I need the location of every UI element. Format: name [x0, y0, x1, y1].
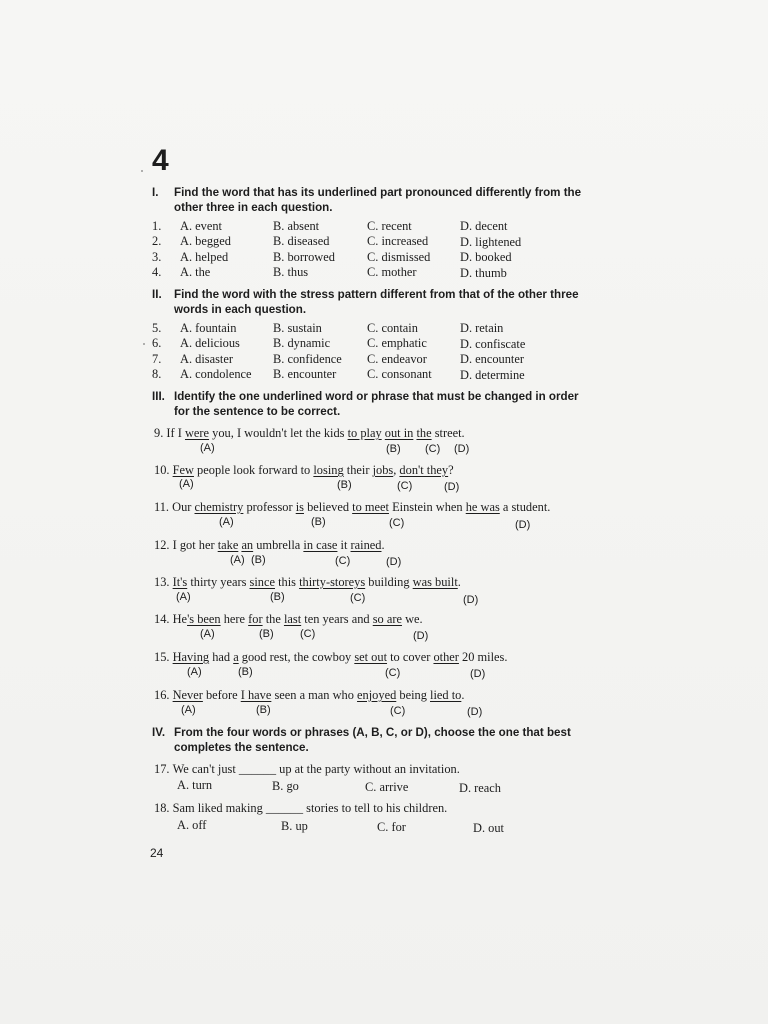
- q9-label-d: (D): [454, 443, 470, 455]
- answer-option-a: A. disaster: [180, 351, 233, 366]
- q12-label-d: (D): [386, 556, 402, 568]
- question-number: 2.: [152, 234, 162, 249]
- q17-option-c: C. arrive: [365, 780, 409, 794]
- answer-option-d: D. retain: [460, 321, 504, 335]
- answer-option-a: A. delicious: [180, 336, 240, 351]
- answer-option-b: B. absent: [273, 219, 320, 233]
- section-4-line1: From the four words or phrases (A, B, C, or D), choose the one that best: [174, 726, 571, 739]
- q11-label-b: (B): [311, 516, 326, 528]
- q9-label-c: (C): [425, 443, 441, 455]
- section-3-instruction: [152, 390, 612, 419]
- question-number: 4.: [152, 265, 162, 280]
- section-1-roman: I.: [152, 186, 159, 199]
- q16-label-d: (D): [467, 706, 483, 718]
- answer-option-d: D. decent: [460, 219, 508, 233]
- section-3-line1: Identify the one underlined word or phrase that must be changed in order: [174, 390, 579, 403]
- section-2-instruction: [152, 288, 612, 317]
- q18-option-d: D. out: [473, 821, 504, 835]
- q12-label-c: (C): [335, 555, 351, 567]
- q16-label-c: (C): [390, 705, 406, 717]
- question-16: 16. Never before I have seen a man who enjoyed being lied to.: [154, 688, 465, 702]
- q15-label-b: (B): [238, 666, 253, 678]
- q17-option-a: A. turn: [177, 778, 213, 792]
- answer-option-b: B. encounter: [273, 367, 337, 382]
- q14-label-d: (D): [413, 630, 429, 642]
- question-number: 1.: [152, 219, 162, 233]
- q12-label-b: (B): [251, 554, 266, 566]
- answer-option-d: D. encounter: [460, 352, 524, 367]
- answer-option-b: B. borrowed: [273, 249, 335, 264]
- answer-option-a: A. helped: [180, 249, 229, 264]
- answer-option-c: C. recent: [367, 219, 412, 233]
- answer-option-d: D. confiscate: [460, 336, 526, 351]
- answer-option-c: C. mother: [367, 265, 417, 280]
- answer-option-a: A. condolence: [180, 367, 252, 382]
- q10-label-c: (C): [397, 480, 413, 492]
- answer-option-c: C. contain: [367, 321, 418, 335]
- question-17: 17. We can't just ______ up at the party without an invitation.: [154, 762, 460, 776]
- q13-label-a: (A): [176, 591, 191, 603]
- answer-option-d: D. lightened: [460, 234, 522, 249]
- q15-label-d: (D): [470, 668, 486, 680]
- q10-label-b: (B): [337, 479, 352, 491]
- answer-option-b: B. sustain: [273, 321, 322, 335]
- answer-option-c: C. increased: [367, 234, 429, 249]
- q17-option-d: D. reach: [459, 781, 501, 795]
- section-1-line1: Find the word that has its underlined part pronounced differently from the: [174, 186, 582, 199]
- section-2-line2: words in each question.: [174, 302, 307, 316]
- answer-option-a: A. begged: [180, 234, 231, 249]
- answer-option-b: B. thus: [273, 265, 309, 280]
- q15-label-c: (C): [385, 667, 401, 679]
- section-4-line2: completes the sentence.: [174, 740, 309, 754]
- question-11: 11. Our chemistry professor is believed to meet Einstein when he was a student.: [154, 500, 551, 514]
- q9-label-b: (B): [386, 443, 401, 455]
- section-3-roman: III.: [152, 390, 165, 403]
- answer-option-c: C. dismissed: [367, 249, 431, 264]
- q17-option-b: B. go: [272, 779, 299, 793]
- question-number: 3.: [152, 249, 162, 264]
- q10-label-a: (A): [179, 478, 194, 490]
- q18-option-c: C. for: [377, 820, 406, 834]
- q18-option-a: A. off: [177, 818, 207, 832]
- question-number: 7.: [152, 351, 162, 366]
- q14-label-b: (B): [259, 628, 274, 640]
- answer-option-d: D. thumb: [460, 266, 507, 281]
- page-number: 24: [150, 846, 164, 860]
- q14-label-c: (C): [300, 628, 316, 640]
- q14-label-a: (A): [200, 628, 215, 640]
- question-12: 12. I got her take an umbrella in case it rained.: [154, 538, 385, 552]
- question-13: 13. It's thirty years since this thirty-storeys building was built.: [154, 575, 461, 589]
- q12-label-a: (A): [230, 554, 245, 566]
- q11-label-a: (A): [219, 516, 234, 528]
- answer-option-b: B. dynamic: [273, 336, 331, 351]
- answer-option-c: C. consonant: [367, 367, 432, 382]
- q18-option-b: B. up: [281, 819, 308, 833]
- question-number: 8.: [152, 367, 162, 382]
- q13-label-c: (C): [350, 592, 366, 604]
- answer-option-a: A. event: [180, 219, 222, 233]
- answer-option-a: A. the: [180, 265, 211, 280]
- unit-number: 4: [152, 144, 169, 177]
- answer-option-c: C. endeavor: [367, 351, 427, 366]
- question-10: 10. Few people look forward to losing their jobs, don't they?: [154, 463, 454, 477]
- scan-speck: [143, 343, 145, 345]
- answer-option-c: C. emphatic: [367, 336, 427, 351]
- section-4-roman: IV.: [152, 726, 166, 739]
- answer-option-b: B. confidence: [273, 351, 342, 366]
- section-1-line2: other three in each question.: [174, 200, 333, 214]
- question-9: 9. If I were you, I wouldn't let the kids to play out in the street.: [154, 426, 465, 440]
- question-number: 6.: [152, 336, 162, 351]
- q16-label-b: (B): [256, 704, 271, 716]
- section-2-roman: II.: [152, 288, 162, 301]
- answer-option-d: D. booked: [460, 250, 512, 265]
- question-15: 15. Having had a good rest, the cowboy set out to cover other 20 miles.: [154, 650, 508, 664]
- question-18: 18. Sam liked making ______ stories to tell to his children.: [154, 801, 448, 815]
- q10-label-d: (D): [444, 481, 460, 493]
- q11-label-d: (D): [515, 519, 531, 531]
- question-number: 5.: [152, 321, 162, 335]
- section-1-instruction: [152, 186, 612, 215]
- scan-speck: [141, 170, 143, 172]
- question-14: 14. He's been here for the last ten years and so are we.: [154, 612, 423, 626]
- q13-label-d: (D): [463, 594, 479, 606]
- section-3-line2: for the sentence to be correct.: [174, 404, 341, 418]
- answer-option-d: D. determine: [460, 368, 525, 383]
- answer-option-a: A. fountain: [180, 321, 237, 335]
- section-2-line1: Find the word with the stress pattern different from that of the other three: [174, 288, 579, 301]
- q13-label-b: (B): [270, 591, 285, 603]
- section-4-instruction: [152, 726, 612, 755]
- q15-label-a: (A): [187, 666, 202, 678]
- q9-label-a: (A): [200, 442, 215, 454]
- q16-label-a: (A): [181, 704, 196, 716]
- answer-option-b: B. diseased: [273, 234, 330, 249]
- q11-label-c: (C): [389, 517, 405, 529]
